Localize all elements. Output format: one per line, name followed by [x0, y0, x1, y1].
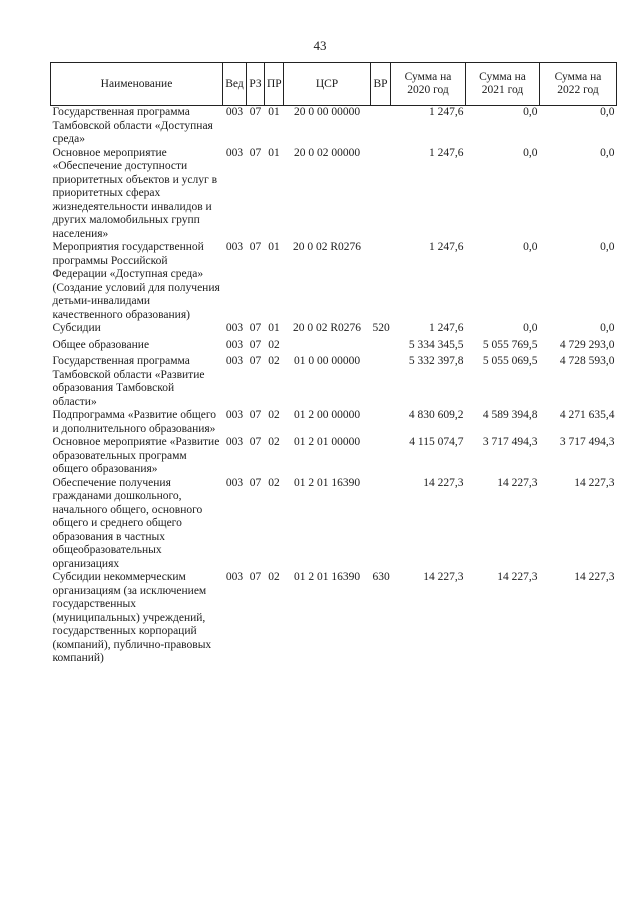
cell-csr: 20 0 02 R0276	[292, 241, 362, 253]
table-body	[51, 106, 617, 666]
cell-sum-2020: 5 334 345,5	[408, 338, 464, 351]
cell-sum-2022: 4 271 635,4	[559, 409, 615, 421]
cell-csr: 01 2 01 16390	[293, 571, 361, 583]
cell-ved: 003	[225, 338, 244, 351]
cell-vr	[371, 477, 391, 572]
cell-sum-2021: 14 227,3	[497, 476, 538, 489]
cell-ved: 003	[225, 322, 244, 334]
cell-vr	[371, 147, 391, 242]
cell-name: Основное мероприятие «Обеспечение доступности приоритетных объектов и услуг в приоритетных сферах жизнедеятельности инвалидов и других маломобильных групп населения»	[52, 146, 217, 240]
cell-sum-2021: 4 589 394,8	[482, 409, 538, 421]
header-sum-2021: Сумма на 2021 год	[466, 63, 540, 106]
header-sum-2022: Сумма на 2022 год	[540, 63, 617, 106]
cell-sum-2020: 1 247,6	[429, 106, 464, 118]
cell-ved: 003	[225, 146, 244, 159]
cell-sum-2020: 1 247,6	[429, 322, 464, 334]
cell-pr: 01	[268, 322, 280, 334]
table-row	[51, 339, 617, 356]
cell-sum-2022: 0,0	[600, 146, 615, 159]
cell-name: Субсидии	[52, 322, 101, 334]
cell-rz: 07	[249, 409, 262, 421]
cell-name: Общее образование	[52, 338, 150, 351]
cell-vr	[371, 339, 391, 356]
cell-ved: 003	[225, 106, 244, 118]
table-row	[51, 571, 617, 666]
cell-sum-2020: 5 332 397,8	[408, 355, 464, 367]
table-header-row	[51, 63, 617, 106]
table-row	[51, 436, 617, 477]
cell-sum-2020: 14 227,3	[423, 476, 464, 489]
cell-sum-2020: 4 830 609,2	[408, 409, 464, 421]
cell-sum-2022: 0,0	[600, 322, 615, 334]
cell-rz: 07	[249, 146, 262, 159]
cell-sum-2021: 3 717 494,3	[482, 436, 538, 448]
cell-sum-2022: 4 728 593,0	[559, 355, 615, 367]
cell-rz: 07	[249, 241, 262, 253]
table-row	[51, 241, 617, 322]
cell-rz: 07	[249, 322, 262, 334]
cell-vr	[371, 409, 391, 436]
cell-name: Государственная программа Тамбовской области «Развитие образования Тамбовской области»	[52, 355, 205, 408]
cell-pr: 02	[268, 338, 280, 351]
cell-rz: 07	[249, 571, 262, 583]
cell-name: Основное мероприятие «Развитие образовательных программ общего образования»	[52, 436, 220, 475]
cell-sum-2021: 5 055 769,5	[482, 338, 538, 351]
cell-rz: 07	[249, 476, 262, 489]
cell-sum-2022: 14 227,3	[574, 571, 615, 583]
header-rz: РЗ	[247, 63, 265, 106]
cell-pr: 02	[268, 436, 280, 448]
budget-table	[50, 62, 617, 666]
header-csr: ЦСР	[284, 63, 371, 106]
cell-rz: 07	[249, 355, 262, 367]
table-row	[51, 355, 617, 409]
header-ved: Вед	[223, 63, 247, 106]
cell-vr	[371, 436, 391, 477]
cell-sum-2021: 0,0	[523, 106, 538, 118]
cell-vr: 520	[372, 322, 390, 334]
cell-rz: 07	[249, 436, 262, 448]
cell-sum-2021: 0,0	[523, 241, 538, 253]
cell-csr: 20 0 02 R0276	[292, 322, 362, 334]
cell-pr: 02	[268, 571, 280, 583]
cell-sum-2020: 1 247,6	[429, 146, 464, 159]
cell-sum-2022: 14 227,3	[574, 476, 615, 489]
cell-vr	[371, 355, 391, 409]
cell-rz: 07	[249, 338, 262, 351]
cell-csr: 01 0 00 00000	[293, 355, 361, 367]
cell-csr: 01 2 01 00000	[293, 436, 361, 448]
cell-pr: 02	[268, 355, 280, 367]
cell-csr	[284, 339, 371, 356]
page-number: 43	[313, 38, 327, 53]
cell-name: Подпрограмма «Развитие общего и дополнительного образования»	[52, 409, 217, 435]
table-row	[51, 147, 617, 242]
cell-ved: 003	[225, 476, 244, 489]
cell-pr: 01	[268, 241, 280, 253]
cell-sum-2020: 1 247,6	[429, 241, 464, 253]
cell-rz: 07	[249, 106, 262, 118]
cell-ved: 003	[225, 571, 244, 583]
header-sum-2020: Сумма на 2020 год	[391, 63, 466, 106]
cell-csr: 01 2 00 00000	[293, 409, 361, 421]
table-row	[51, 409, 617, 436]
cell-name: Обеспечение получения гражданами дошкольного, начального общего, основного общего и среднего общего образования в частных общеобразовательных организациях	[52, 476, 203, 570]
table-row	[51, 477, 617, 572]
cell-sum-2021: 14 227,3	[497, 571, 538, 583]
cell-sum-2020: 14 227,3	[423, 571, 464, 583]
cell-name: Государственная программа Тамбовской области «Доступная среда»	[52, 106, 213, 145]
cell-sum-2022: 0,0	[600, 106, 615, 118]
cell-ved: 003	[225, 355, 244, 367]
cell-csr: 20 0 00 00000	[293, 106, 361, 118]
header-vr: ВР	[371, 63, 391, 106]
table-row	[51, 322, 617, 339]
cell-sum-2021: 0,0	[523, 322, 538, 334]
cell-csr: 01 2 01 16390	[293, 476, 361, 489]
cell-ved: 003	[225, 409, 244, 421]
cell-pr: 02	[268, 476, 280, 489]
cell-vr	[371, 106, 391, 147]
table-row	[51, 106, 617, 147]
cell-ved: 003	[225, 241, 244, 253]
cell-ved: 003	[225, 436, 244, 448]
cell-sum-2022: 4 729 293,0	[559, 338, 615, 351]
cell-sum-2022: 0,0	[600, 241, 615, 253]
cell-sum-2021: 0,0	[523, 146, 538, 159]
cell-sum-2020: 4 115 074,7	[409, 436, 464, 448]
cell-vr: 630	[372, 571, 390, 583]
cell-csr: 20 0 02 00000	[293, 146, 361, 159]
cell-pr: 02	[268, 409, 280, 421]
cell-sum-2022: 3 717 494,3	[559, 436, 615, 448]
cell-pr: 01	[268, 106, 280, 118]
cell-name: Субсидии некоммерческим организациям (за исключением государственных (муниципальных) учреждений, государственных корпораций (компаний), публично-правовых компаний)	[52, 571, 212, 664]
header-pr: ПР	[265, 63, 284, 106]
cell-sum-2021: 5 055 069,5	[482, 355, 538, 367]
cell-vr	[371, 241, 391, 322]
cell-pr: 01	[268, 146, 280, 159]
cell-name: Мероприятия государственной программы Российской Федерации «Доступная среда» (Создание условий для получения детьми-инвалидами качественного образования)	[52, 241, 220, 321]
header-name: Наименование	[51, 63, 223, 106]
